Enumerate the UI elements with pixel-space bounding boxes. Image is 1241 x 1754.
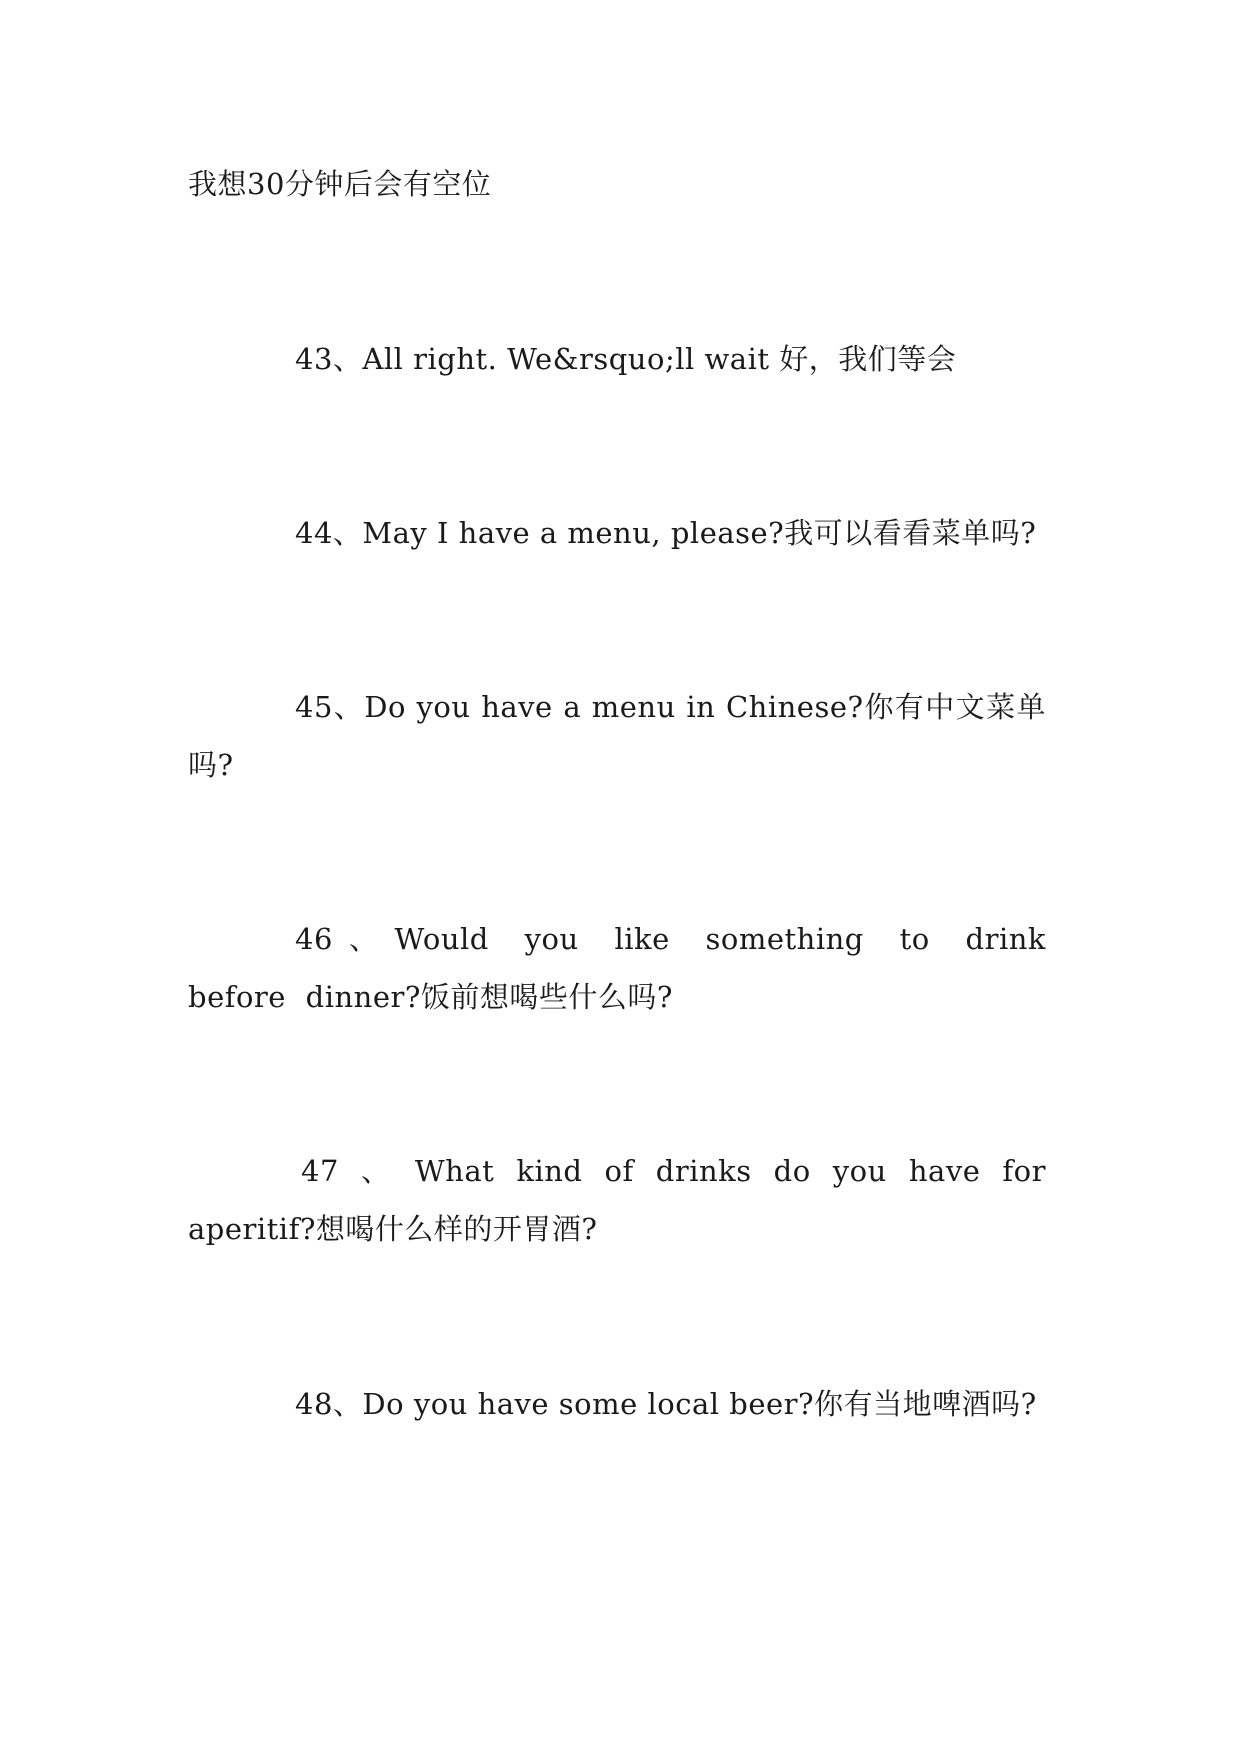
paragraph-48: 48、Do you have some local beer?你有当地啤酒吗? xyxy=(295,1387,1037,1421)
paragraph-46: 46、Would you like something to drink before dinner?饭前想喝些什么吗? xyxy=(188,922,1046,1014)
paragraph-44: 44、May I have a menu, please?我可以看看菜单吗? xyxy=(295,516,1037,550)
paragraph-continuation: 我想30分钟后会有空位 xyxy=(188,167,492,201)
paragraph-47: 47 、 What kind of drinks do you have for aperitif?想喝什么样的开胃酒? xyxy=(188,1154,1046,1246)
paragraph-43: 43、All right. We&rsquo;ll wait 好，我们等会 xyxy=(295,342,957,376)
paragraph-45: 45、Do you have a menu in Chinese?你有中文菜单吗? xyxy=(188,690,1046,782)
